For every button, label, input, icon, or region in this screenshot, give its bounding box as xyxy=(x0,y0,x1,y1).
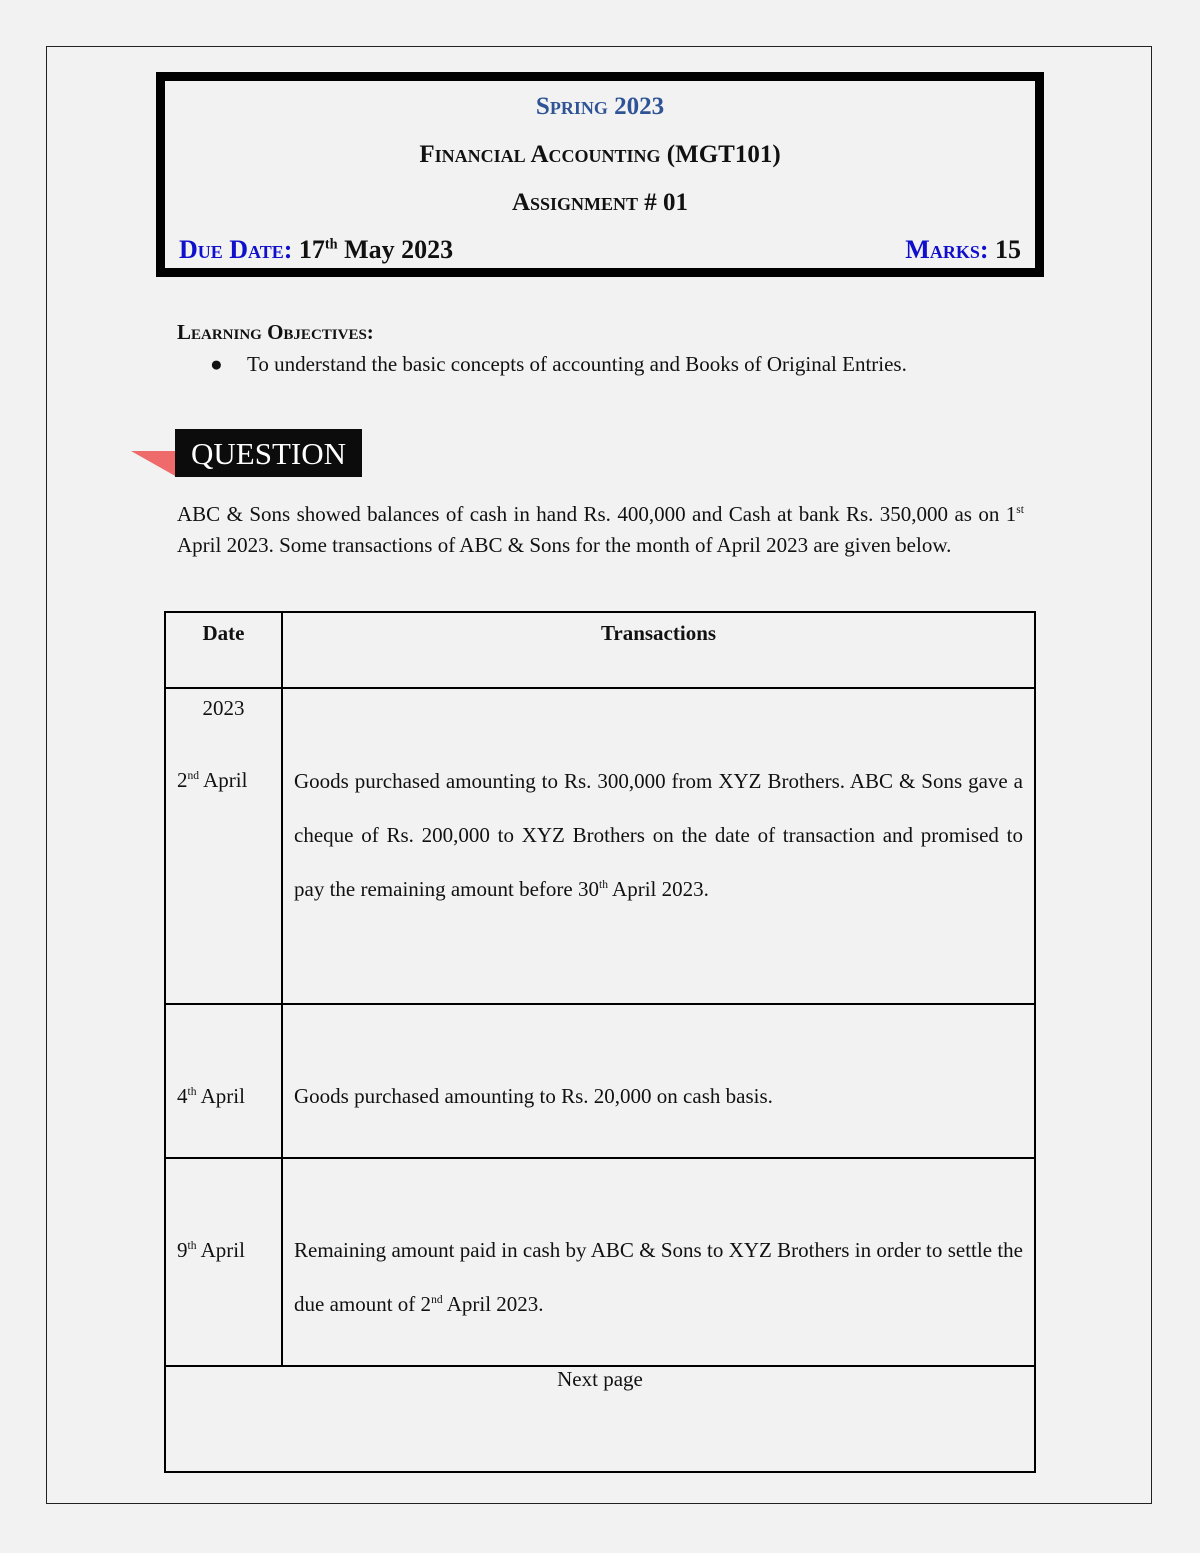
year: 2023 xyxy=(202,696,245,720)
marks xyxy=(905,235,1021,265)
bullet-icon: ● xyxy=(210,352,223,376)
transaction-text-part2: April 2023. xyxy=(442,1292,544,1316)
due-date-rest: May 2023 xyxy=(344,235,454,264)
date-cell xyxy=(165,1158,282,1366)
date-header: Date xyxy=(165,612,282,688)
next-page-cell: Next page xyxy=(165,1366,1035,1472)
transaction-text-part1: Goods purchased amounting to Rs. 300,000 from XYZ Brothers. ABC & Sons gave a cheque of Rs. 200,000 to XYZ Brothers on the date of transaction and promised to pay the remaining amount before 30 xyxy=(294,769,1023,901)
due-date-suffix: th xyxy=(324,236,338,253)
list-item xyxy=(210,352,907,377)
date-month: April xyxy=(196,1084,245,1108)
transaction-text-part1: Remaining amount paid in cash by ABC & Sons to XYZ Brothers in order to settle the due amount of 2 xyxy=(294,1238,1023,1316)
transactions-header: Transactions xyxy=(282,612,1035,688)
question-tab-arrow-icon xyxy=(131,451,177,477)
date-num: 9 xyxy=(177,1238,188,1262)
transaction-text xyxy=(294,1159,1023,1331)
date-value xyxy=(177,1159,281,1265)
date-cell xyxy=(165,1004,282,1158)
objective-text: To understand the basic concepts of accounting and Books of Original Entries. xyxy=(247,352,907,376)
marks-value: 15 xyxy=(995,235,1021,264)
table-row xyxy=(165,1004,1035,1158)
question-intro xyxy=(177,499,1024,561)
date-value xyxy=(177,1005,281,1111)
assignment-title: Assignment # 01 xyxy=(511,189,689,216)
due-date-day: 17 xyxy=(298,235,325,264)
question-label: QUESTION xyxy=(175,429,362,477)
intro-part1: ABC & Sons showed balances of cash in hand Rs. 400,000 and Cash at bank Rs. 350,000 as on 1 xyxy=(177,502,1017,526)
date-cell xyxy=(165,688,282,1004)
transaction-cell xyxy=(282,688,1035,1004)
transaction-cell xyxy=(282,1158,1035,1366)
transaction-text-part2: April 2023. xyxy=(607,877,709,901)
table-row xyxy=(165,688,1035,1004)
assignment-header xyxy=(156,72,1044,277)
date-sup: th xyxy=(187,1240,197,1252)
date-sup: th xyxy=(187,1086,197,1098)
date-num: 2 xyxy=(177,768,188,792)
learning-objectives-title: Learning Objectives: xyxy=(177,320,374,344)
course-title: Financial Accounting (MGT101) xyxy=(419,141,781,168)
term-title: Spring 2023 xyxy=(535,93,665,120)
transaction-text: Goods purchased amounting to Rs. 20,000 on cash basis. xyxy=(294,1084,773,1108)
table-header-row xyxy=(165,612,1035,688)
date-month: April xyxy=(196,1238,245,1262)
date-value xyxy=(177,766,281,794)
intro-sup: st xyxy=(1016,504,1024,516)
transaction-text-sup: th xyxy=(598,879,608,891)
date-sup: nd xyxy=(187,770,200,782)
transaction-cell xyxy=(282,1004,1035,1158)
learning-objectives-list xyxy=(210,352,907,377)
date-month: April xyxy=(199,768,248,792)
transactions-table xyxy=(164,611,1036,1473)
table-row xyxy=(165,1158,1035,1366)
due-date xyxy=(179,235,453,265)
table-footer-row xyxy=(165,1366,1035,1472)
transaction-text-sup: nd xyxy=(431,1294,443,1306)
marks-label: Marks: xyxy=(905,235,989,264)
due-date-label: Due Date: xyxy=(179,235,293,264)
date-num: 4 xyxy=(177,1084,188,1108)
transaction-text xyxy=(294,689,1023,916)
intro-part2: April 2023. Some transactions of ABC & Sons for the month of April 2023 are given below. xyxy=(177,533,952,557)
